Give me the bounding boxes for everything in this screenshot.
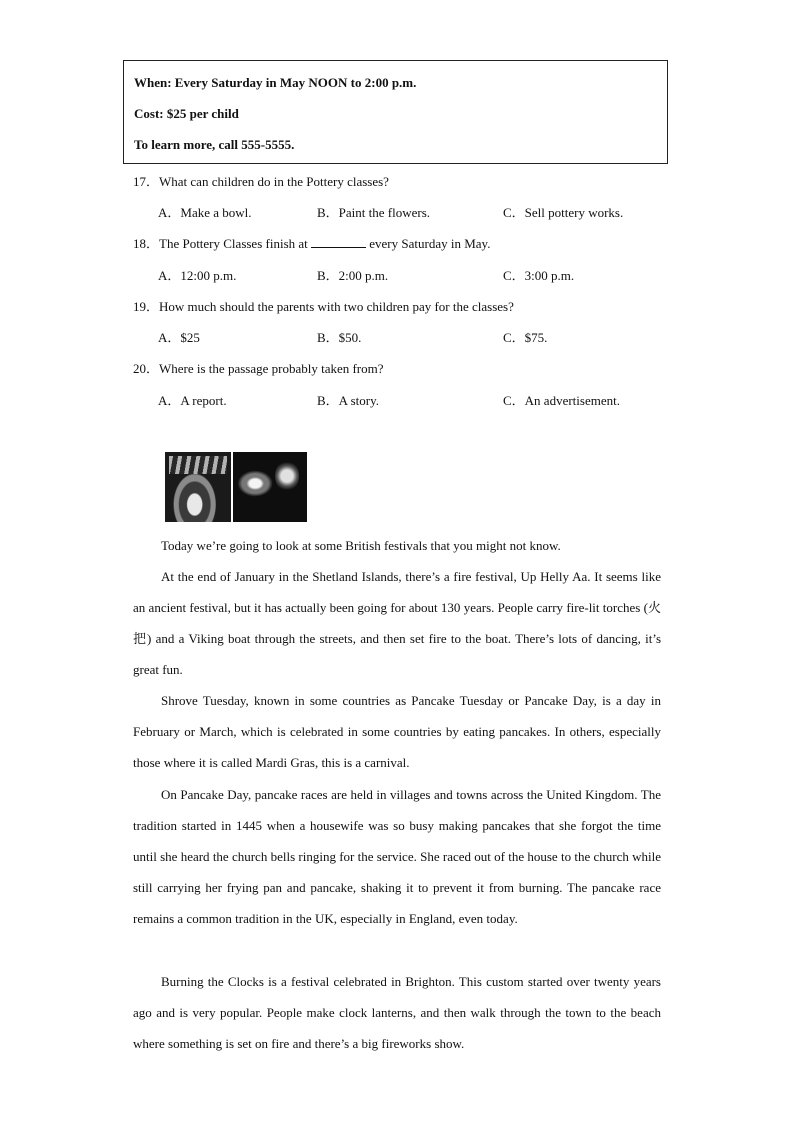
option-c: C．Sell pottery works.	[503, 205, 624, 220]
option-a: A．$25	[158, 330, 200, 345]
question-18	[133, 235, 490, 253]
passage-paragraph-2: At the end of January in the Shetland Islands, there’s a fire festival, Up Helly Aa. It seems like an ancient festival, but it has actually been going for about 130 years. People carry fire-lit torches (火把) and a Viking boat through the streets, and then set fire to the boat. There’s lots of dancing, it’s great fun.	[133, 569, 661, 677]
option-b: B．2:00 p.m.	[317, 268, 389, 283]
answer-blank	[311, 235, 366, 248]
crowd-photo-image	[165, 452, 231, 522]
question-20: 20．Where is the passage probably taken from?	[133, 361, 384, 376]
passage-paragraph-4: On Pancake Day, pancake races are held in villages and towns across the United Kingdom. The tradition started in 1445 when a housewife was so busy making pancakes that she forgot the time until she heard the church bells ringing for the service. She raced out of the house to the church while still carrying her frying pan and pancake, shaking it to prevent it from burning. The pancake race remains a common tradition in the UK, especially in England, even today.	[133, 787, 661, 926]
option-b: B．A story.	[317, 393, 379, 408]
question-18-stem-end: every Saturday in May.	[366, 236, 491, 251]
question-18-stem-start: 18．The Pottery Classes finish at	[133, 236, 312, 251]
event-info-box	[123, 60, 668, 164]
fire-torches-image	[233, 452, 307, 522]
option-b: B．Paint the flowers.	[317, 205, 431, 220]
option-a: A．Make a bowl.	[158, 205, 252, 220]
question-17: 17．What can children do in the Pottery classes?	[133, 174, 389, 189]
question-19: 19．How much should the parents with two children pay for the classes?	[133, 299, 514, 314]
festival-photo	[165, 452, 307, 522]
option-a: A．A report.	[158, 393, 227, 408]
passage-paragraph-3: Shrove Tuesday, known in some countries as Pancake Tuesday or Pancake Day, is a day in February or March, which is celebrated in some countries by eating pancakes. In others, especially those where it is called Mardi Gras, this is a carnival.	[133, 693, 661, 770]
option-c: C．3:00 p.m.	[503, 268, 575, 283]
event-contact: To learn more, call 555-5555.	[134, 137, 295, 152]
option-c: C．An advertisement.	[503, 393, 620, 408]
option-c: C．$75.	[503, 330, 548, 345]
passage-paragraph-1: Today we’re going to look at some British festivals that you might not know.	[161, 538, 561, 553]
option-a: A．12:00 p.m.	[158, 268, 237, 283]
event-time: When: Every Saturday in May NOON to 2:00 p.m.	[134, 75, 417, 90]
event-cost: Cost: $25 per child	[134, 106, 239, 121]
passage-paragraph-5: Burning the Clocks is a festival celebrated in Brighton. This custom started over twenty years ago and is very popular. People make clock lanterns, and then walk through the town to the beach where something is set on fire and there’s a big fireworks show.	[133, 974, 661, 1051]
option-b: B．$50.	[317, 330, 362, 345]
